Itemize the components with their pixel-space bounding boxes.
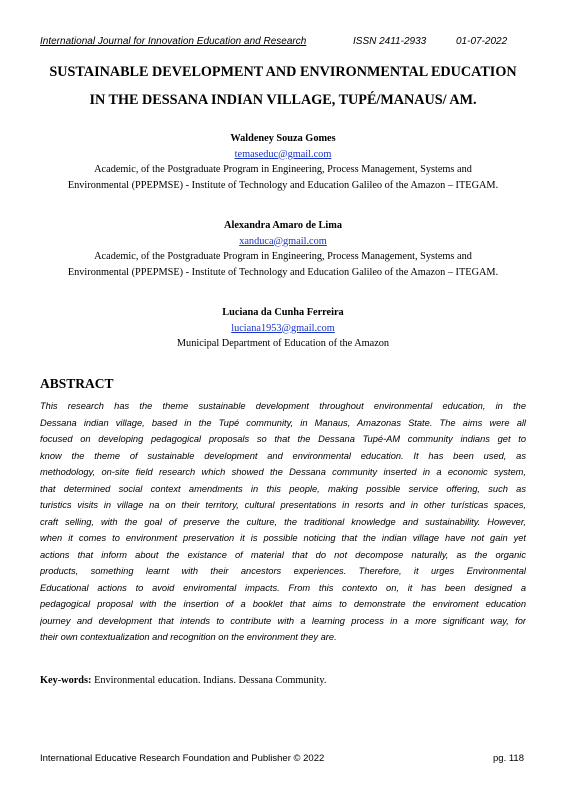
abstract-line: know the theme of sustainable development and environmental education. It has been used, as — [40, 450, 526, 461]
keywords-text: Environmental education. Indians. Dessana Community. — [94, 675, 327, 686]
affiliation-line: Municipal Department of Education of the Amazon — [176, 338, 390, 349]
page-number: pg. 118 — [493, 753, 524, 764]
author-email-link[interactable]: temaseduc@gmail.com — [234, 148, 332, 160]
publisher-copyright: International Educative Research Foundation and Publisher © 2022 — [40, 753, 325, 764]
keywords-label: Key-words: — [40, 675, 92, 686]
author-name: Luciana da Cunha Ferreira — [222, 307, 344, 318]
author-block-3 — [30, 305, 536, 352]
author-email-link[interactable]: xanduca@gmail.com — [239, 235, 327, 247]
abstract-line: journey and development that intends to contribute with a learning process in a more significant way, for — [40, 615, 526, 626]
abstract-line: craft selling, with the goal of preserve the culture, the traditional knowledge and sustainability. However, — [40, 516, 526, 527]
abstract-line: turistics visits in village na on their territory, cultural presentations in resorts and in other turísticas spaces, — [40, 500, 526, 510]
abstract-heading: ABSTRACT — [40, 376, 114, 391]
author-affiliation — [30, 249, 536, 280]
issn-number: ISSN 2411-2933 — [353, 36, 427, 47]
affiliation-line: Environmental (PPEPMSE) - Institute of Technology and Education Galileo of the Amazon – ITEGAM. — [67, 266, 499, 278]
abstract-line: when it comes to environment preservation it is possible noticing that the indian village have not gain yet — [40, 533, 526, 543]
author-block-2 — [30, 218, 536, 280]
journal-name-link[interactable]: International Journal for Innovation Education and Research — [40, 36, 307, 47]
issue-date: 01-07-2022 — [456, 36, 508, 47]
abstract-line: Educational actions to avoid enviromental impacts. From this contexto on, it has been designed a — [40, 582, 526, 593]
affiliation-line: Environmental (PPEPMSE) - Institute of Technology and Education Galileo of the Amazon – ITEGAM. — [67, 179, 499, 191]
abstract-line: that determined social context amendments in this people, making possible service offering, such as — [40, 483, 526, 494]
affiliation-line: Academic, of the Postgraduate Program in Engineering, Process Management, Systems and — [94, 164, 472, 175]
author-affiliation — [30, 336, 536, 352]
abstract-line: focused on developing pedagogical proposals so that the Dessana Tupé-AM community indians get to — [40, 434, 526, 444]
abstract-line: This research has the theme sustainable development throughout environmental education, in the — [40, 401, 526, 411]
author-affiliation — [30, 162, 536, 193]
abstract-line: actions that inform about the existance of material that do not decompose naturally, as the organic — [40, 549, 526, 560]
title-line-1: SUSTAINABLE DEVELOPMENT AND ENVIRONMENTAL EDUCATION — [49, 64, 517, 80]
abstract-line: Dessana indian village, based in the Tupé community, in Manaus, Amazonas State. The aims were all — [40, 417, 526, 428]
abstract-line: methodology, on-site field research which showed the Dessana community inserted in a economic system, — [40, 467, 526, 477]
abstract-line: products, something learnt with their ancestors experiences. Therefore, it urges Environmental — [40, 566, 526, 576]
author-email-link[interactable]: luciana1953@gmail.com — [231, 322, 335, 334]
abstract-line: pedagogical proposal with the insertion of a booklet that aims to demonstrate the enviroment education — [40, 599, 526, 609]
page-footer — [40, 752, 524, 766]
affiliation-line: Academic, of the Postgraduate Program in Engineering, Process Management, Systems and — [94, 251, 472, 262]
author-block-1 — [30, 131, 536, 193]
title-line-2: IN THE DESSANA INDIAN VILLAGE, TUPÉ/MANAUS/ AM. — [89, 92, 477, 108]
keywords — [40, 673, 326, 689]
abstract-body — [40, 398, 526, 646]
paper-title — [30, 58, 536, 114]
author-name: Waldeney Souza Gomes — [230, 133, 336, 144]
running-header — [40, 35, 530, 49]
abstract-line: their own contextualization and recognition on the environment they are. — [40, 632, 337, 642]
author-name: Alexandra Amaro de Lima — [224, 220, 342, 231]
